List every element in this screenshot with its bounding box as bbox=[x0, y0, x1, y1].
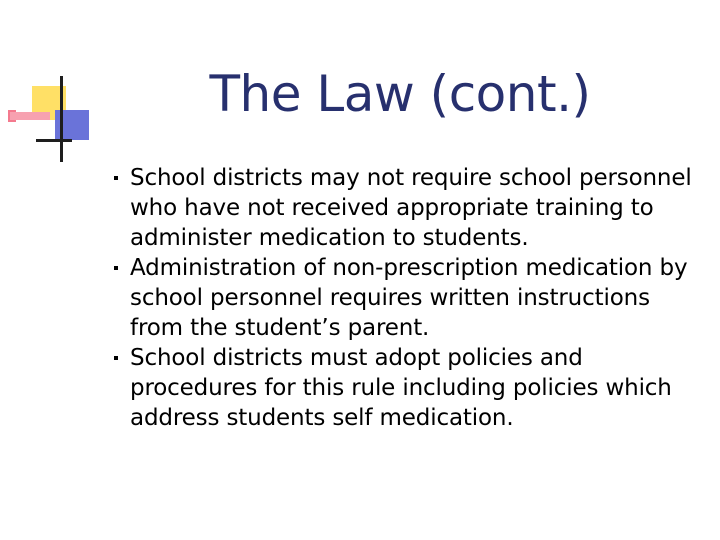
bullet-list bbox=[108, 163, 708, 433]
bullet-text: Administration of non-prescription medication by school personnel requires written instructions from the student’s parent. bbox=[130, 255, 688, 341]
logo-pink-bar bbox=[10, 112, 50, 120]
logo-vertical-line bbox=[60, 76, 63, 162]
slide-title: The Law (cont.) bbox=[209, 65, 591, 123]
logo-horizontal-line bbox=[36, 139, 72, 142]
bullet-text: School districts may not require school personnel who have not received appropriate training to administer medication to students. bbox=[130, 165, 692, 251]
bullet-item bbox=[108, 343, 708, 433]
bullet-item bbox=[108, 163, 708, 253]
bullet-icon bbox=[114, 266, 118, 270]
bullet-text: School districts must adopt policies and procedures for this rule including policies which address students self medication. bbox=[130, 345, 672, 431]
bullet-icon bbox=[114, 176, 118, 180]
bullet-item bbox=[108, 253, 708, 343]
bullet-icon bbox=[114, 356, 118, 360]
decorative-logo bbox=[8, 76, 98, 166]
